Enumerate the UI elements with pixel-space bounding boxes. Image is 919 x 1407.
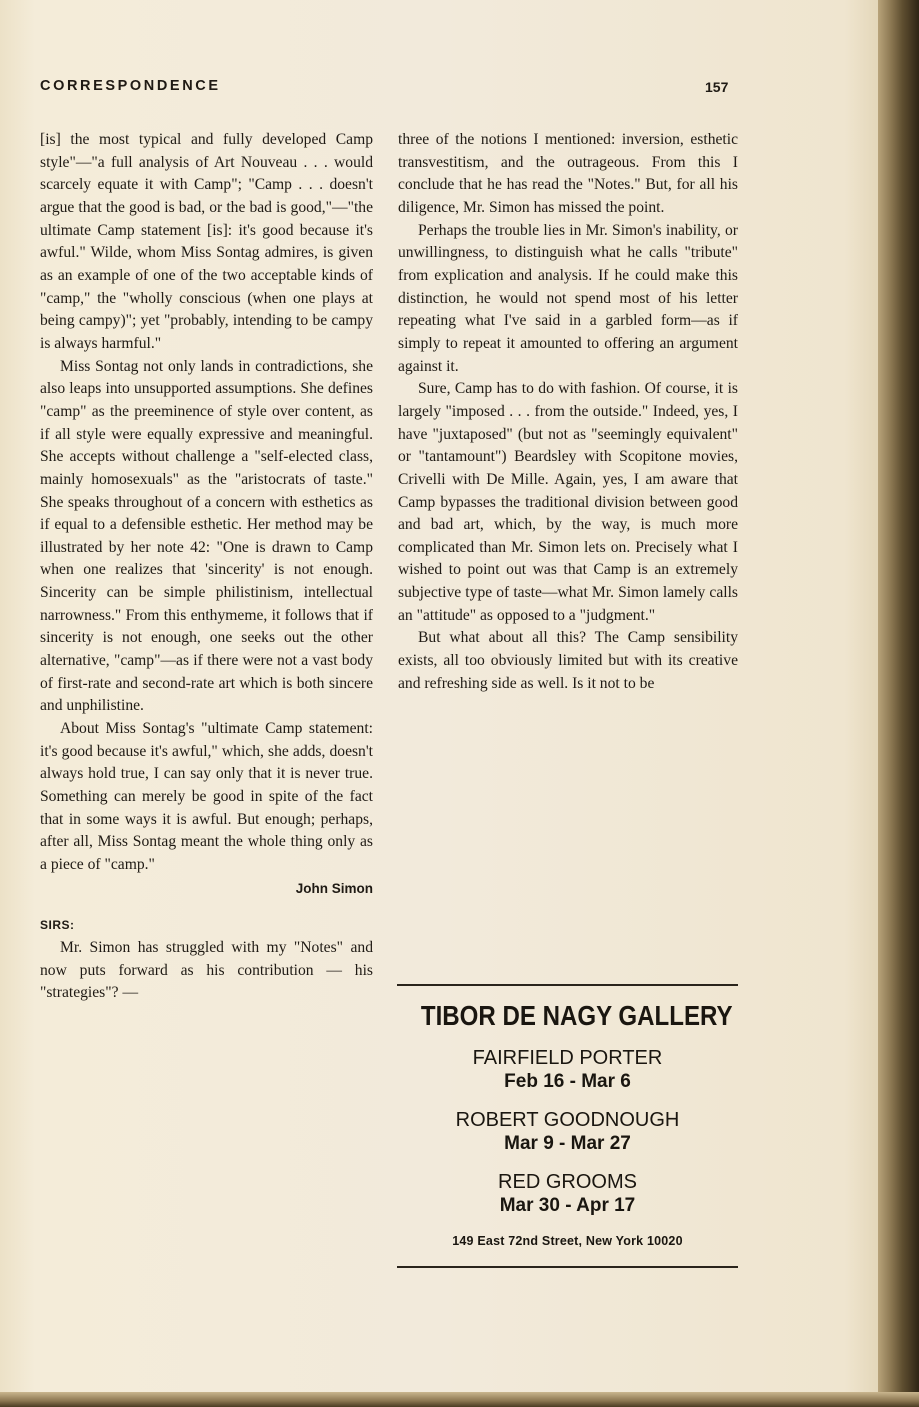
paragraph: Miss Sontag not only lands in contradictions, she also leaps into unsupported assumptions. She defines "camp" as the preeminence of style over content, as if all style were equally expressive and meaningful. She accepts without challenge a "self-elected class, mainly homosexuals" as the "aristocrats of taste." She speaks throughout of a concern with esthetics as if equal to a defensible esthetic. Her method may be illustrated by her note 42: "One is drawn to Camp when one realizes that 'sincerity' is not enough. Sincerity can be simple philistinism, intellectual narrowness." From this enthymeme, it follows that if sincerity is not enough, one seeks out the other alternative, "camp"—as if there were not a vast body of first-rate and second-rate art which is both sincere and unphilistine. <box>40 357 373 715</box>
paragraph: About Miss Sontag's "ultimate Camp statement: it's good because it's awful," which, she adds, doesn't always hold true, I can say only that it is never true. Something can merely be good in spite of the fact that in some ways it is awful. But enough; perhaps, after all, Miss Sontag meant the whole thing only as a piece of "camp." <box>40 720 373 873</box>
letter-salutation: SIRS: <box>40 918 75 933</box>
exhibition-artist: RED GROOMS <box>498 1171 637 1193</box>
gallery-advertisement <box>397 984 738 1268</box>
page-bottom-edge <box>0 1392 919 1407</box>
exhibition-dates: Feb 16 - Mar 6 <box>504 1071 631 1092</box>
gallery-name: TIBOR DE NAGY GALLERY <box>420 1000 733 1031</box>
exhibition-item <box>397 1170 738 1218</box>
exhibition-artist: ROBERT GOODNOUGH <box>455 1109 680 1131</box>
paragraph: Mr. Simon has struggled with my "Notes" and now puts forward as his contribution — his "strategies"? — <box>40 938 373 1002</box>
exhibition-dates: Mar 30 - Apr 17 <box>499 1195 636 1216</box>
gallery-address: 149 East 72nd Street, New York 10020 <box>452 1234 683 1248</box>
exhibition-item <box>397 1046 738 1094</box>
exhibition-dates: Mar 9 - Mar 27 <box>504 1133 631 1154</box>
paragraph: But what about all this? The Camp sensibility exists, all too obviously limited but with its creative and refreshing side as well. Is it not to be <box>398 629 738 692</box>
left-column <box>40 129 373 1005</box>
exhibition-artist: FAIRFIELD PORTER <box>472 1047 663 1069</box>
paragraph: Sure, Camp has to do with fashion. Of course, it is largely "imposed . . . from the outside." Indeed, yes, I have "juxtaposed" (but not as "seemingly equivalent" or "tantamount") Beardsley with Scopitone movies, Crivelli with De Mille. Again, yes, I am aware that Camp bypasses the traditional division between good and bad art, which, by the way, is much more complicated than Mr. Simon lets on. Precisely what I wished to point out was that Camp is an extremely subjective type of taste—what Mr. Simon lamely calls an "attitude" as opposed to a "judgment." <box>398 380 738 624</box>
book-spine-edge <box>878 0 919 1407</box>
paragraph: three of the notions I mentioned: inversion, esthetic transvestitism, and the outrageous. From this I conclude that he has read the "Notes." But, for all his diligence, Mr. Simon has missed the point. <box>398 131 738 216</box>
paragraph: Perhaps the trouble lies in Mr. Simon's inability, or unwillingness, to distinguish what he calls "tribute" from explication and analysis. If he could make this distinction, he would not spend most of his letter repeating what I've said in a garbled form—as if simply to repeat it amounted to offering an argument against it. <box>398 221 738 375</box>
exhibition-item <box>397 1108 738 1156</box>
right-column <box>398 129 738 695</box>
running-head: CORRESPONDENCE <box>40 78 221 94</box>
page-number: 157 <box>705 79 729 95</box>
letter-signature: John Simon <box>295 880 373 896</box>
paragraph: [is] the most typical and fully developed Camp style"—"a full analysis of Art Nouveau . . . would scarcely equate it with Camp"; "Camp . . . doesn't argue that the good is bad, or the bad is good,"—"the ultimate Camp statement [is]: it's good because it's awful." Wilde, whom Miss Sontag admires, is given as an example of one of the two acceptable kinds of "camp," the "wholly conscious (when one plays at being campy)"; yet "probably, intending to be campy is always harmful." <box>40 131 373 352</box>
